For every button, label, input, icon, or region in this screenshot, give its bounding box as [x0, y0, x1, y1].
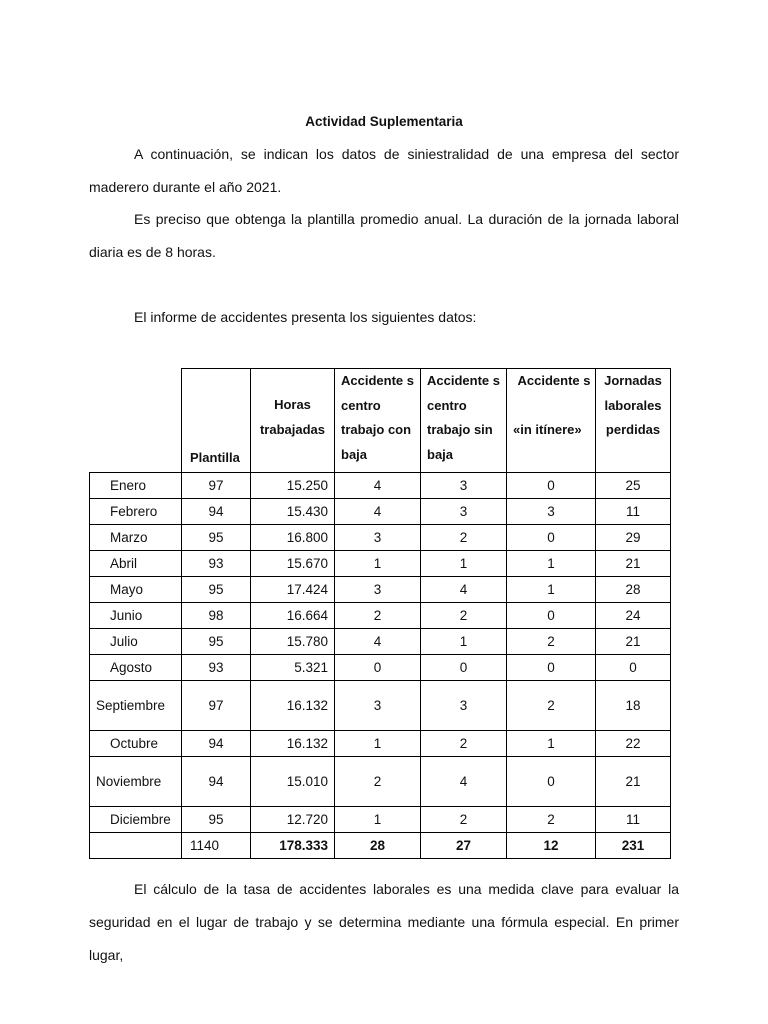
table-cell-con-baja: 3 [335, 525, 421, 551]
table-cell-month: Mayo [90, 577, 182, 603]
table-totals-row [90, 833, 671, 859]
header-accidentes-con-baja: Accidente s centro trabajo con baja [335, 369, 421, 473]
header-itinere-line1: Accidente s [517, 373, 591, 388]
table-cell-plantilla: 93 [182, 551, 251, 577]
table-cell-jornadas: 18 [596, 681, 671, 731]
table-cell-plantilla: 94 [182, 757, 251, 807]
table-cell-itinere: 0 [507, 655, 596, 681]
table-cell-month: Marzo [90, 525, 182, 551]
table-header-row [90, 369, 671, 473]
table-cell-month: Febrero [90, 499, 182, 525]
table-cell-horas: 15.010 [251, 757, 335, 807]
table-cell-con-baja: 2 [335, 757, 421, 807]
total-cell-horas: 178.333 [251, 833, 335, 859]
table-cell-month: Agosto [90, 655, 182, 681]
table-cell-month: Diciembre [90, 807, 182, 833]
table-cell-itinere: 2 [507, 629, 596, 655]
table-cell-jornadas: 21 [596, 551, 671, 577]
table-cell-sin-baja: 3 [421, 473, 507, 499]
table-cell-itinere: 2 [507, 807, 596, 833]
table-cell-horas: 15.250 [251, 473, 335, 499]
table-cell-horas: 15.430 [251, 499, 335, 525]
table-cell-jornadas: 29 [596, 525, 671, 551]
table-cell-month: Octubre [90, 731, 182, 757]
total-cell-plantilla: 1140 [182, 833, 251, 859]
table-cell-jornadas: 0 [596, 655, 671, 681]
table-row [90, 499, 671, 525]
table-cell-jornadas: 21 [596, 757, 671, 807]
table-row [90, 603, 671, 629]
table-cell-jornadas: 11 [596, 499, 671, 525]
table-row [90, 577, 671, 603]
table-cell-jornadas: 28 [596, 577, 671, 603]
table-cell-jornadas: 24 [596, 603, 671, 629]
table-cell-plantilla: 94 [182, 731, 251, 757]
table-cell-horas: 16.800 [251, 525, 335, 551]
table-row [90, 525, 671, 551]
table-cell-horas: 16.664 [251, 603, 335, 629]
total-cell-con-baja: 28 [335, 833, 421, 859]
table-row [90, 757, 671, 807]
table-cell-con-baja: 1 [335, 807, 421, 833]
table-cell-plantilla: 95 [182, 577, 251, 603]
header-plantilla: Plantilla [182, 369, 251, 473]
header-accidentes-itinere [507, 369, 596, 473]
header-horas: Horas trabajadas [251, 369, 335, 473]
table-cell-sin-baja: 0 [421, 655, 507, 681]
table-cell-plantilla: 97 [182, 473, 251, 499]
table-cell-jornadas: 25 [596, 473, 671, 499]
table-row [90, 629, 671, 655]
table-cell-plantilla: 98 [182, 603, 251, 629]
total-cell-month [90, 833, 182, 859]
table-cell-month: Junio [90, 603, 182, 629]
table-row [90, 807, 671, 833]
table-cell-plantilla: 94 [182, 499, 251, 525]
table-cell-itinere: 1 [507, 731, 596, 757]
total-cell-sin-baja: 27 [421, 833, 507, 859]
table-cell-con-baja: 4 [335, 473, 421, 499]
paragraph-calculo: El cálculo de la tasa de accidentes laborales es una medida clave para evaluar la seguridad en el lugar de trabajo y se determina mediante una fórmula especial. En primer lugar, [89, 881, 679, 963]
table-cell-con-baja: 2 [335, 603, 421, 629]
header-jornadas: Jornadas laborales perdidas [596, 369, 671, 473]
table-cell-sin-baja: 2 [421, 525, 507, 551]
total-cell-jornadas: 231 [596, 833, 671, 859]
table-cell-horas: 16.132 [251, 731, 335, 757]
table-cell-plantilla: 95 [182, 629, 251, 655]
table-row [90, 551, 671, 577]
table-cell-sin-baja: 3 [421, 499, 507, 525]
header-blank-cell [90, 369, 182, 473]
table-cell-con-baja: 1 [335, 551, 421, 577]
table-cell-sin-baja: 4 [421, 757, 507, 807]
table-cell-itinere: 0 [507, 473, 596, 499]
table-cell-sin-baja: 3 [421, 681, 507, 731]
table-cell-sin-baja: 2 [421, 603, 507, 629]
document-title: Actividad Suplementaria [305, 114, 463, 129]
table-cell-horas: 5.321 [251, 655, 335, 681]
table-cell-jornadas: 22 [596, 731, 671, 757]
table-cell-month: Enero [90, 473, 182, 499]
table-cell-horas: 12.720 [251, 807, 335, 833]
table-cell-horas: 16.132 [251, 681, 335, 731]
table-cell-sin-baja: 1 [421, 629, 507, 655]
table-cell-con-baja: 4 [335, 499, 421, 525]
header-itinere-line2: «in itínere» [513, 421, 582, 437]
table-cell-con-baja: 3 [335, 577, 421, 603]
table-cell-itinere: 0 [507, 603, 596, 629]
table-cell-itinere: 1 [507, 577, 596, 603]
header-accidentes-sin-baja: Accidente s centro trabajo sin baja [421, 369, 507, 473]
table-cell-sin-baja: 1 [421, 551, 507, 577]
table-cell-con-baja: 0 [335, 655, 421, 681]
accidents-table [89, 368, 671, 859]
paragraph-intro: A continuación, se indican los datos de siniestralidad de una empresa del sector maderero durante el año 2021. [89, 146, 679, 195]
table-cell-plantilla: 97 [182, 681, 251, 731]
table-cell-plantilla: 93 [182, 655, 251, 681]
table-cell-itinere: 1 [507, 551, 596, 577]
table-cell-plantilla: 95 [182, 525, 251, 551]
table-cell-jornadas: 11 [596, 807, 671, 833]
table-cell-sin-baja: 4 [421, 577, 507, 603]
table-cell-horas: 15.670 [251, 551, 335, 577]
table-cell-itinere: 0 [507, 525, 596, 551]
table-row [90, 731, 671, 757]
total-cell-itinere: 12 [507, 833, 596, 859]
table-cell-itinere: 3 [507, 499, 596, 525]
table-cell-itinere: 2 [507, 681, 596, 731]
paragraph-plantilla: Es preciso que obtenga la plantilla promedio anual. La duración de la jornada laboral diaria es de 8 horas. [89, 211, 679, 260]
table-cell-jornadas: 21 [596, 629, 671, 655]
table-cell-itinere: 0 [507, 757, 596, 807]
table-row [90, 473, 671, 499]
table-cell-sin-baja: 2 [421, 807, 507, 833]
table-cell-month: Noviembre [90, 757, 182, 807]
table-cell-plantilla: 95 [182, 807, 251, 833]
table-cell-sin-baja: 2 [421, 731, 507, 757]
table-row [90, 655, 671, 681]
table-cell-month: Septiembre [90, 681, 182, 731]
table-cell-month: Abril [90, 551, 182, 577]
table-cell-con-baja: 4 [335, 629, 421, 655]
table-cell-con-baja: 1 [335, 731, 421, 757]
table-cell-month: Julio [90, 629, 182, 655]
table-cell-horas: 17.424 [251, 577, 335, 603]
table-row [90, 681, 671, 731]
table-cell-horas: 15.780 [251, 629, 335, 655]
table-cell-con-baja: 3 [335, 681, 421, 731]
paragraph-informe: El informe de accidentes presenta los siguientes datos: [134, 309, 477, 325]
